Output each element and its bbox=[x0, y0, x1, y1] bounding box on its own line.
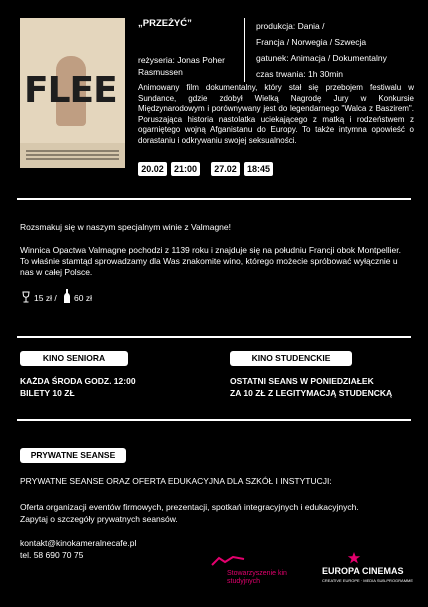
wine-description: Winnica Opactwa Valmagne pochodzi z 1139 roku i znajduje się na południu Francji obok Montpellier. To właśnie stamtąd sprowadzamy dla Was znakomite wino, którego możecie spróbować wyłącznie u nas w całej Polsce. bbox=[20, 245, 401, 277]
studio-cinemas-mark bbox=[211, 556, 245, 568]
senior-cinema-tag: KINO SENIORA bbox=[20, 351, 128, 366]
private-note: Zapytaj o szczegóły prywatnych seansów. bbox=[20, 514, 178, 524]
info-divider bbox=[244, 18, 245, 82]
section-divider bbox=[17, 336, 411, 338]
screening-time-1: 21:00 bbox=[171, 162, 200, 176]
poster-title: FLEE bbox=[24, 70, 117, 111]
studio-cinemas-line1: Stowarzyszenie kin bbox=[227, 570, 287, 577]
star-icon bbox=[347, 552, 361, 564]
genre: gatunek: Animacja / Dokumentalny bbox=[256, 53, 387, 63]
section-divider bbox=[17, 419, 411, 421]
student-schedule: OSTATNI SEANS W PONIEDZIAŁEK bbox=[230, 376, 374, 386]
europa-cinemas-subtitle: CREATIVE EUROPE · MEDIA SUB-PROGRAMME bbox=[322, 578, 414, 583]
section-divider bbox=[17, 198, 411, 200]
private-heading: PRYWATNE SEANSE ORAZ OFERTA EDUKACYJNA DLA SZKÓŁ I INSTYTUCJI: bbox=[20, 476, 332, 486]
screening-date-1: 20.02 bbox=[138, 162, 167, 176]
bottle-price: 60 zł bbox=[74, 293, 92, 303]
glass-price: 15 zł / bbox=[34, 293, 57, 303]
private-screenings-tag: PRYWATNE SEANSE bbox=[20, 448, 126, 463]
screening-time-2: 18:45 bbox=[244, 162, 273, 176]
contact-phone: tel. 58 690 70 75 bbox=[20, 550, 84, 560]
film-description: Animowany film dokumentalny, który stał się przebojem festiwalu w Sundance, gdzie zdobył Wielką Nagrodę Jury w Konkursie Międzynarodowym i porównywany jest do legendarnego "Walca z Baszirem". Poruszająca historia nastolatka uciekającego z matką i rodzeństwem z ogarniętego wojną Afganistanu do Europy. To także intymna opowieść o dorastaniu i odkrywaniu swojej seksualności. bbox=[138, 83, 414, 145]
production: produkcja: Dania / bbox=[256, 21, 325, 31]
student-cinema-tag: KINO STUDENCKIE bbox=[230, 351, 352, 366]
europa-cinemas-name: EUROPA CINEMAS bbox=[322, 566, 404, 576]
duration: czas trwania: 1h 30min bbox=[256, 69, 343, 79]
wine-heading: Rozsmakuj się w naszym specjalnym winie z Valmagne! bbox=[20, 222, 232, 232]
studio-cinemas-line2: studyjnych bbox=[227, 578, 261, 585]
poster-credits-strip bbox=[20, 143, 125, 168]
contact-email[interactable]: kontakt@kinokameralnecafe.pl bbox=[20, 538, 137, 548]
student-price: ZA 10 ZŁ Z LEGITYMACJĄ STUDENCKĄ bbox=[230, 388, 393, 398]
director-name: Rasmussen bbox=[138, 67, 183, 77]
senior-price: BILETY 10 ZŁ bbox=[20, 388, 75, 398]
senior-schedule: KAŻDA ŚRODA GODZ. 12:00 bbox=[20, 376, 136, 386]
film-title: „PRZEŻYĆ” bbox=[138, 18, 192, 29]
wine-bottle-icon bbox=[63, 289, 71, 303]
production-countries: Francja / Norwegia / Szwecja bbox=[256, 37, 367, 47]
poster-fineprint bbox=[26, 150, 119, 152]
film-poster bbox=[20, 18, 125, 168]
private-offer: Oferta organizacji eventów firmowych, prezentacji, spotkań integracyjnych i edukacyjnych. bbox=[20, 502, 359, 512]
director-label: reżyseria: Jonas Poher bbox=[138, 55, 225, 65]
wine-glass-icon bbox=[20, 291, 32, 303]
screening-date-2: 27.02 bbox=[211, 162, 240, 176]
film-info bbox=[256, 18, 421, 82]
